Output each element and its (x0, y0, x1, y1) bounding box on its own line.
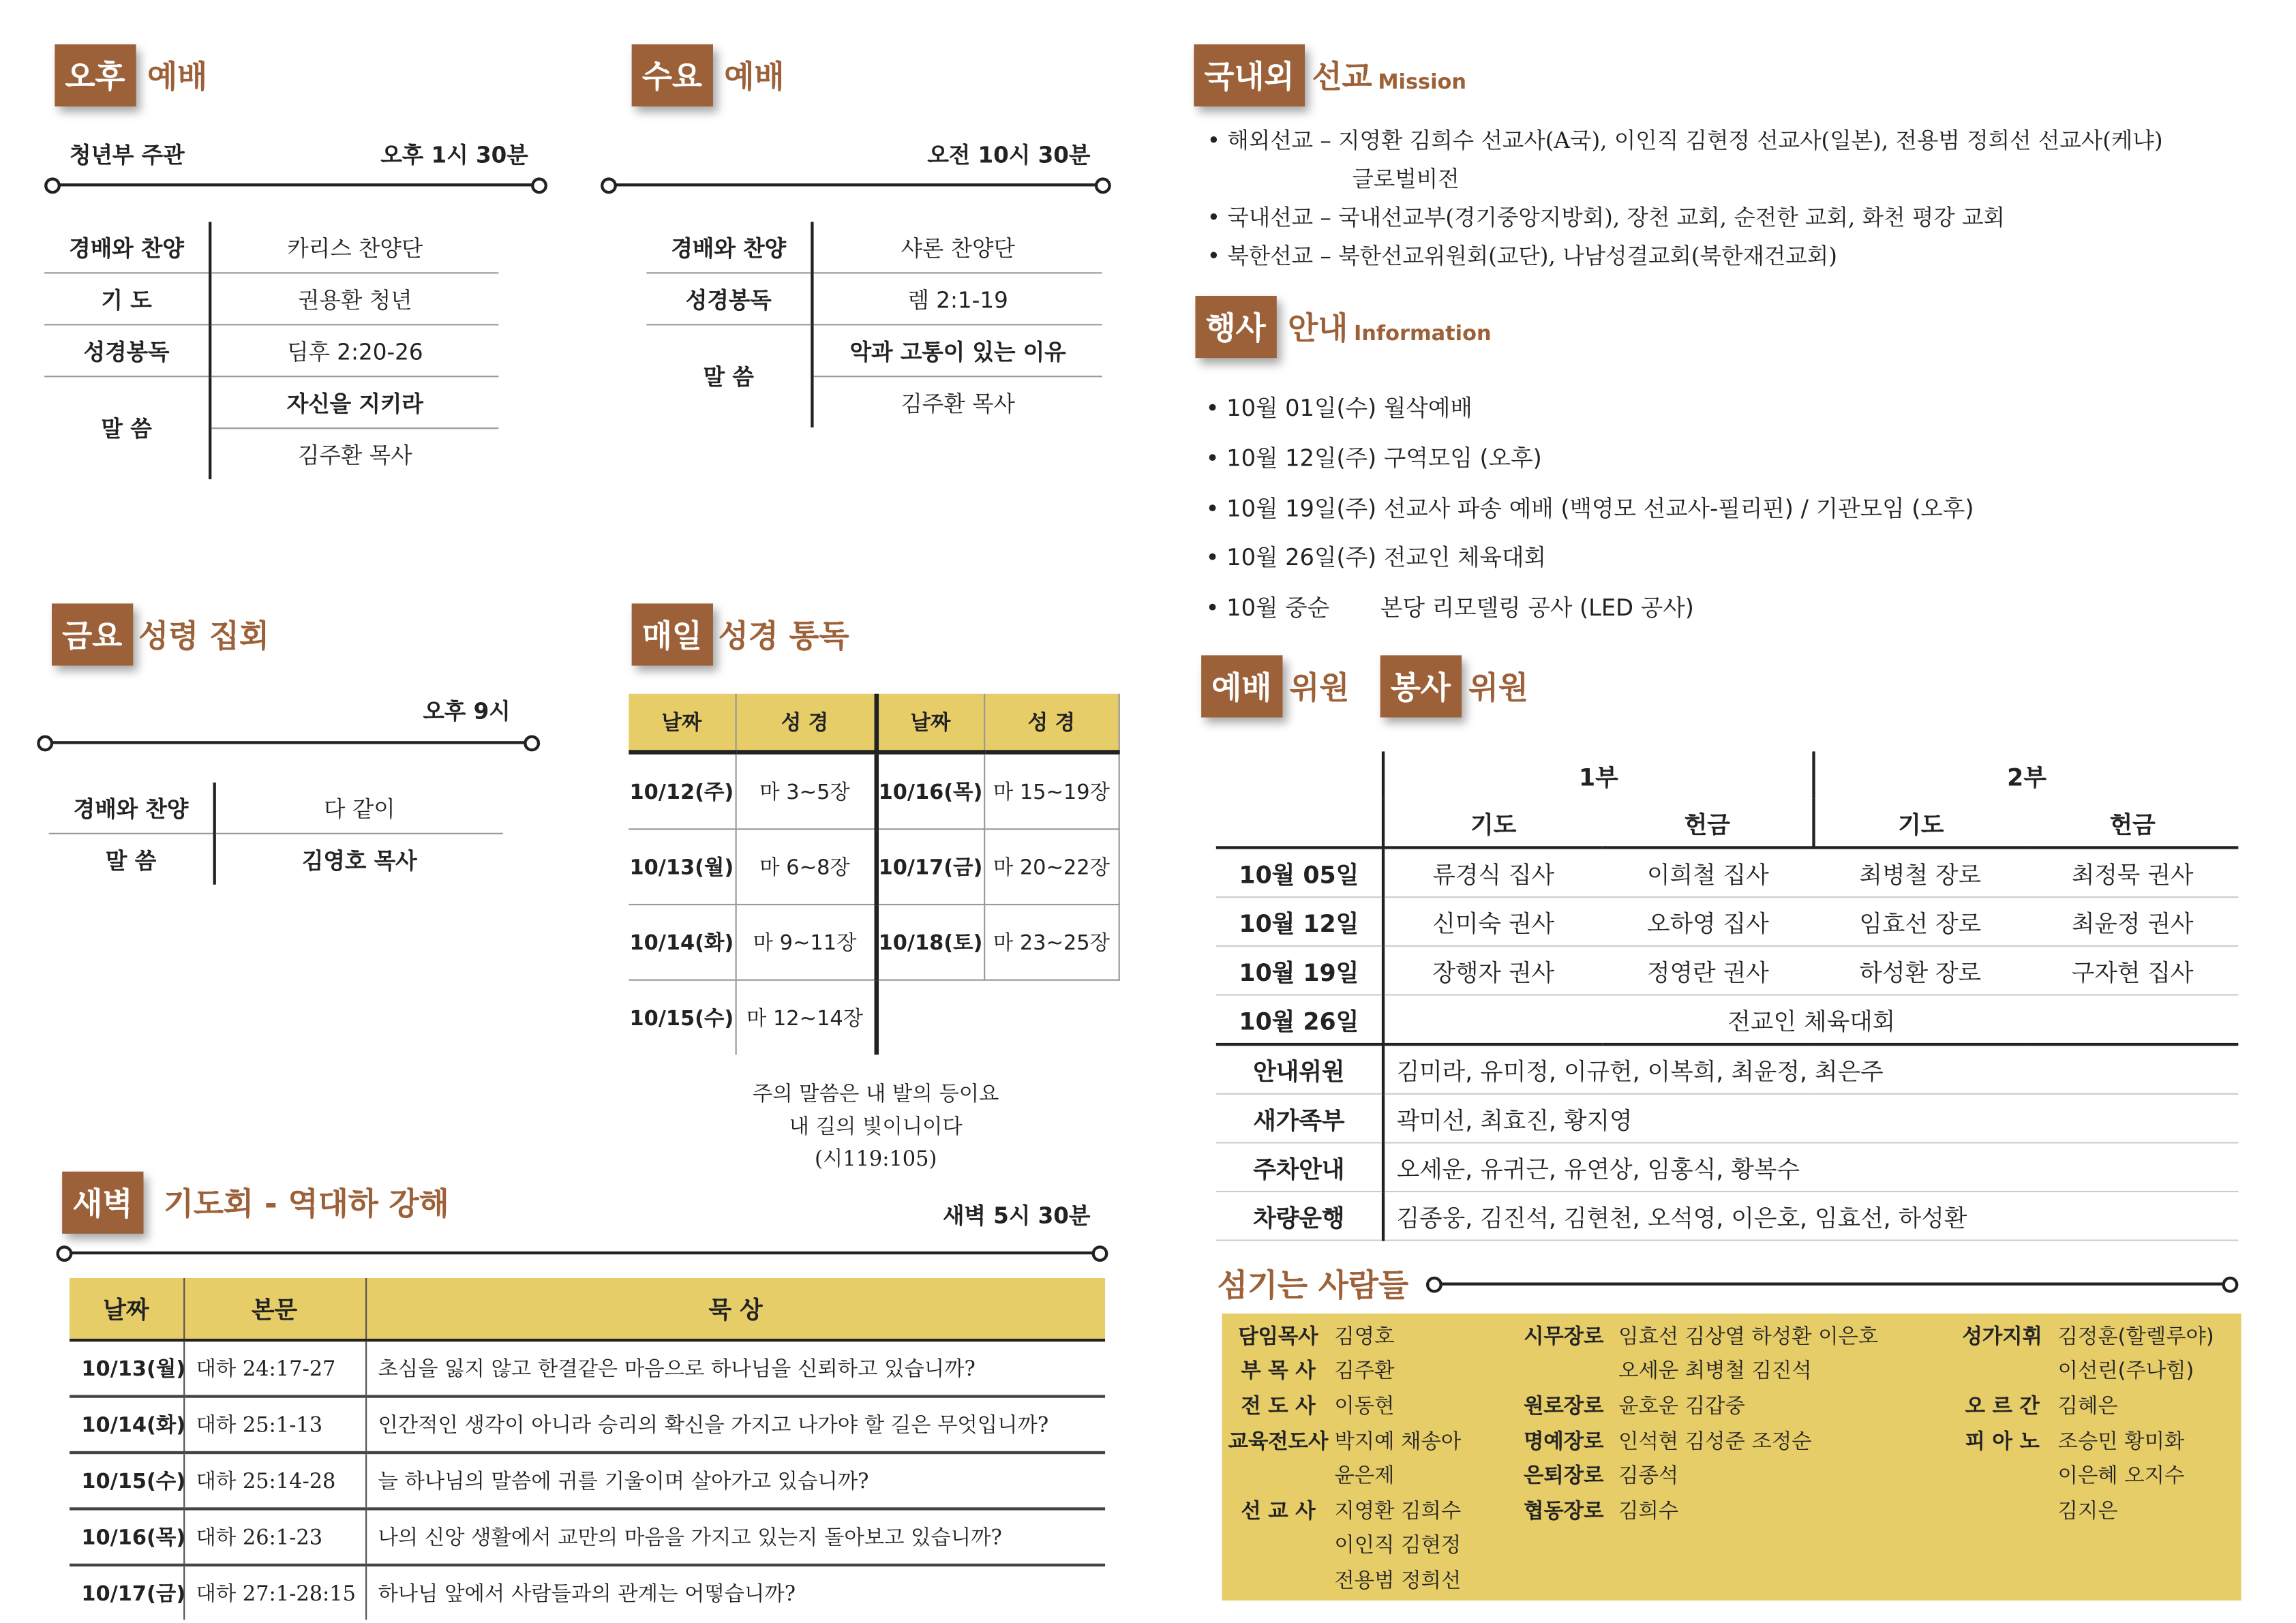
event-item: • 10월 26일(주) 전교인 체육대회 (1205, 544, 1547, 571)
header-badge: 봉사 (1380, 655, 1461, 717)
part-header: 2부 (2007, 762, 2046, 791)
afternoon-time: 오후 1시 30분 (380, 142, 528, 169)
scripture-passage: 대하 27:1-28:15 (183, 1565, 365, 1620)
staff-title: 섬기는 사람들 (1217, 1267, 1409, 1303)
staff-role: 부 목 사 (1241, 1360, 1316, 1384)
meditation-question: 인간적인 생각이 아니라 승리의 확신을 가지고 나가야 할 길은 무엇입니까? (365, 1397, 1105, 1453)
service-role: 주차안내 (1216, 1142, 1383, 1192)
table-row (1216, 995, 2239, 1044)
committee-date: 10월 26일 (1216, 995, 1383, 1044)
row-value: 다 같이 (215, 783, 503, 834)
row-label: 성경봉독 (44, 324, 210, 376)
reading-passage: 마 15~19장 (984, 752, 1119, 829)
table-header-row (629, 694, 1119, 753)
row-value: 김영호 목사 (302, 847, 417, 874)
mission-item: • 해외선교 – 지영환 김희수 선교사(A국), 이인직 김현정 선교사(일본), 전용범 정희선 선교사(케냐) (1207, 127, 2163, 154)
row-label: 경배와 찬양 (44, 222, 210, 273)
empty-corner (1216, 751, 1383, 798)
service-role: 새가족부 (1216, 1094, 1383, 1143)
row-label: 말 씀 (646, 324, 812, 427)
row-label: 말 씀 (49, 834, 215, 885)
mission-item: • 국내선교 – 국내선교부(경기중앙지방회), 장천 교회, 순전한 교회, 화천 평강 교회 (1207, 204, 2005, 231)
committee-member: 장행자 권사 (1383, 946, 1602, 995)
table-header-row (70, 1278, 1105, 1340)
committee-table (1216, 751, 2239, 1241)
event-item: • 10월 19일(주) 선교사 파송 예배 (백영모 선교사-필리핀) / 기관모임 (오후) (1205, 495, 1974, 523)
staff-role: 성가지휘 (1962, 1324, 2042, 1349)
header-badge: 금요 (52, 603, 132, 665)
staff-role: 전 도 사 (1241, 1395, 1316, 1419)
header-badge: 예배 (1201, 655, 1282, 717)
daily-reading-header (632, 603, 849, 665)
preacher: 김주환 목사 (901, 389, 1015, 416)
staff-names: 이동현 (1334, 1395, 1395, 1419)
events-header (1195, 296, 1491, 358)
preacher: 김주환 목사 (298, 441, 412, 468)
staff-role (1509, 1528, 1619, 1562)
row-value: 렘 2:1-19 (812, 273, 1102, 324)
table-row (1222, 1562, 2241, 1597)
row-value: 딤후 2:20-26 (210, 324, 498, 376)
reading-passage: 마 12~14장 (736, 980, 876, 1055)
column-header: 본문 (183, 1278, 365, 1340)
meditation-date: 10/15(수) (70, 1453, 183, 1508)
dawn-meditation-table (70, 1278, 1105, 1620)
staff-role: 시무장로 (1524, 1324, 1604, 1349)
staff-names: 김주환 (1334, 1360, 1395, 1384)
table-row (49, 783, 503, 834)
part-header-row (1216, 751, 2239, 798)
empty-corner (1216, 799, 1383, 848)
header-badge: 수요 (632, 44, 712, 106)
event-item: • 10월 01일(수) 월삭예배 (1205, 395, 1472, 422)
timeline-divider (53, 183, 539, 186)
table-row (1222, 1493, 2241, 1528)
wednesday-time: 오전 10시 30분 (927, 142, 1091, 169)
table-row (1222, 1318, 2241, 1353)
header-badge: 국내외 (1194, 44, 1304, 106)
column-header: 성 경 (736, 694, 876, 753)
friday-service-header (52, 603, 269, 665)
committee-date: 10월 05일 (1216, 847, 1383, 897)
table-row (1216, 1094, 2239, 1143)
afternoon-host: 청년부 주관 (69, 142, 185, 169)
table-row (646, 324, 1102, 376)
committee-member: 최윤정 권사 (2027, 897, 2238, 946)
timeline-divider (46, 741, 531, 744)
table-row (1222, 1388, 2241, 1423)
reading-passage: 마 20~22장 (984, 829, 1119, 905)
header-title: 기도회 - 역대하 강해 (163, 1186, 449, 1222)
scripture-passage: 대하 24:17-27 (183, 1340, 365, 1396)
staff-names: 전용범 정희선 (1334, 1569, 1462, 1594)
staff-names: 조승민 황미화 (2057, 1429, 2185, 1454)
reading-date: 10/13(월) (629, 829, 735, 905)
service-members: 곽미선, 최효진, 황지영 (1383, 1094, 2238, 1143)
row-label: 성경봉독 (646, 273, 812, 324)
table-row (629, 980, 1119, 1055)
staff-role: 협동장로 (1524, 1499, 1604, 1523)
table-row (629, 829, 1119, 905)
event-item: • 10월 중순 본당 리모델링 공사 (LED 공사) (1205, 594, 1694, 622)
reading-date: 10/15(수) (629, 980, 735, 1055)
staff-names: 김영호 (1334, 1324, 1395, 1349)
staff-role: 은퇴장로 (1524, 1464, 1604, 1489)
header-title: 예배 (147, 59, 208, 95)
column-header: 날짜 (876, 694, 984, 753)
staff-role (1222, 1562, 1335, 1597)
mission-header (1194, 44, 1466, 106)
subheader-row (1216, 799, 2239, 848)
committee-member: 하성환 장로 (1814, 946, 2027, 995)
meditation-question: 초심을 잃지 않고 한결같은 마음으로 하나님을 신뢰하고 있습니까? (365, 1340, 1105, 1396)
special-event: 전교인 체육대회 (1383, 995, 2238, 1044)
meditation-question: 나의 신앙 생활에서 교만의 마음을 가지고 있는지 돌아보고 있습니까? (365, 1509, 1105, 1565)
table-row (44, 222, 498, 273)
table-row (49, 834, 503, 885)
committee-member: 류경식 집사 (1383, 847, 1602, 897)
table-row (629, 752, 1119, 829)
header-badge: 매일 (632, 603, 712, 665)
service-role: 안내위원 (1216, 1044, 1383, 1094)
dawn-time: 새벽 5시 30분 (942, 1202, 1091, 1230)
header-title: 안내 (1288, 310, 1348, 346)
table-row (1216, 946, 2239, 995)
committee-member: 정영란 권사 (1602, 946, 1813, 995)
staff-names: 김정훈(할렐루야) (2057, 1324, 2214, 1349)
column-header: 성 경 (984, 694, 1119, 753)
table-row (1216, 897, 2239, 946)
column-header: 헌금 (1602, 799, 1813, 848)
row-value: 카리스 찬양단 (210, 222, 498, 273)
column-header: 날짜 (629, 694, 735, 753)
meditation-date: 10/14(화) (70, 1397, 183, 1453)
staff-role (1947, 1353, 2058, 1388)
reading-date: 10/12(주) (629, 752, 735, 829)
staff-role (1509, 1562, 1619, 1597)
staff-role: 담임목사 (1238, 1324, 1318, 1349)
committee-date: 10월 12일 (1216, 897, 1383, 946)
staff-names: 김지은 (2057, 1499, 2118, 1523)
reading-passage: 마 3~5장 (736, 752, 876, 829)
row-label: 경배와 찬양 (646, 222, 812, 273)
staff-role (1509, 1353, 1619, 1388)
scripture-passage: 대하 25:14-28 (183, 1453, 365, 1508)
row-label: 기 도 (44, 273, 210, 324)
meditation-date: 10/13(월) (70, 1340, 183, 1396)
part-header: 1부 (1383, 751, 1813, 798)
header-badge: 오후 (55, 44, 135, 106)
sermon-title: 자신을 지키라 (210, 376, 498, 428)
row-label: 경배와 찬양 (49, 783, 215, 834)
table-row (1222, 1528, 2241, 1562)
column-header: 날짜 (70, 1278, 183, 1340)
table-row (646, 273, 1102, 324)
committee-member: 오하영 집사 (1602, 897, 1813, 946)
table-row (1216, 1192, 2239, 1241)
staff-names: 이선린(주나힘) (2057, 1360, 2194, 1384)
header-subtitle: Mission (1378, 71, 1467, 95)
reading-passage: 마 6~8장 (736, 829, 876, 905)
staff-role (1947, 1528, 2058, 1562)
committee-member: 최병철 장로 (1814, 847, 2027, 897)
table-row (1216, 1044, 2239, 1094)
committee-member: 최정묵 권사 (2027, 847, 2238, 897)
reading-passage (984, 980, 1119, 1055)
header-title: 예배 (724, 59, 785, 95)
staff-role (1947, 1457, 2058, 1492)
staff-role: 피 아 노 (1965, 1429, 2040, 1454)
staff-role (1947, 1493, 2058, 1528)
header-title: 위원 (1289, 670, 1350, 706)
column-header: 묵 상 (365, 1278, 1105, 1340)
column-header: 헌금 (2027, 799, 2238, 848)
staff-names: 이인직 김현정 (1334, 1534, 1462, 1558)
mission-item: • 북한선교 – 북한선교위원회(교단), 나남성결교회(북한재건교회) (1207, 242, 1837, 269)
header-badge: 행사 (1195, 296, 1275, 358)
reading-passage: 마 9~11장 (736, 905, 876, 980)
header-title: 위원 (1468, 670, 1529, 706)
service-role: 차량운행 (1216, 1192, 1383, 1241)
table-row (70, 1340, 1105, 1396)
reading-passage: 마 23~25장 (984, 905, 1119, 980)
row-value: 샤론 찬양단 (812, 222, 1102, 273)
committee-date: 10월 19일 (1216, 946, 1383, 995)
reading-date: 10/17(금) (876, 829, 984, 905)
header-title: 성경 통독 (718, 618, 849, 654)
staff-names: 인석현 김성준 조정순 (1618, 1429, 1812, 1454)
verse-reference: (시119:105) (815, 1147, 937, 1172)
event-item: • 10월 12일(주) 구역모임 (오후) (1205, 445, 1542, 472)
timeline-divider (1435, 1282, 2229, 1285)
meditation-question: 늘 하나님의 말씀에 귀를 기울이며 살아가고 있습니까? (365, 1453, 1105, 1508)
header-title: 선교 (1312, 59, 1372, 95)
staff-names (2058, 1528, 2241, 1562)
scripture-passage: 대하 25:1-13 (183, 1397, 365, 1453)
staff-names: 오세운 최병철 김진석 (1618, 1360, 1812, 1384)
staff-names: 지영환 김희수 (1334, 1499, 1462, 1523)
friday-order-table (49, 783, 503, 885)
table-row (1216, 847, 2239, 897)
staff-role: 오 르 간 (1965, 1395, 2040, 1419)
column-header: 기도 (1814, 799, 2027, 848)
table-row (70, 1453, 1105, 1508)
table-row (70, 1509, 1105, 1565)
meditation-question: 하나님 앞에서 사람들과의 관계는 어떻습니까? (378, 1583, 796, 1607)
verse-line: 주의 말씀은 내 발의 등이요 (752, 1082, 999, 1107)
dawn-prayer-header (62, 1172, 449, 1234)
column-header: 기도 (1383, 799, 1602, 848)
staff-role (1222, 1457, 1335, 1492)
staff-names (1618, 1528, 1947, 1562)
staff-names: 임효선 김상열 하성환 이은호 (1618, 1324, 1879, 1349)
mission-item-continued: 글로벌비전 (1352, 166, 1460, 193)
bible-verse (695, 1078, 1057, 1176)
table-row (1222, 1457, 2241, 1492)
service-committee-header (1380, 655, 1528, 717)
staff-role: 원로장로 (1524, 1395, 1604, 1419)
staff-names: 윤은제 (1334, 1464, 1395, 1489)
staff-names (1618, 1562, 1947, 1597)
table-row (629, 905, 1119, 980)
row-value: 권용환 청년 (210, 273, 498, 324)
scripture-passage: 대하 26:1-23 (183, 1509, 365, 1565)
staff-role (1222, 1528, 1335, 1562)
staff-names: 이은혜 오지수 (2057, 1464, 2185, 1489)
meditation-date: 10/16(목) (70, 1509, 183, 1565)
header-title: 성령 집회 (138, 618, 270, 654)
sermon-title: 악과 고통이 있는 이유 (812, 324, 1102, 376)
staff-table (1222, 1318, 2241, 1598)
reading-date (876, 980, 984, 1055)
table-row (70, 1565, 1105, 1620)
staff-names: 윤호운 김갑중 (1618, 1395, 1745, 1419)
committee-member: 임효선 장로 (1814, 897, 2027, 946)
committee-member: 신미숙 권사 (1383, 897, 1602, 946)
table-row (1222, 1423, 2241, 1457)
table-row (44, 376, 498, 428)
meditation-date: 10/17(금) (70, 1565, 183, 1620)
staff-role: 교육전도사 (1228, 1429, 1329, 1454)
afternoon-service-header (55, 44, 207, 106)
worship-committee-header (1201, 655, 1349, 717)
header-subtitle: Information (1353, 322, 1492, 346)
staff-names (2058, 1562, 2241, 1597)
afternoon-order-table (44, 222, 498, 480)
reading-date: 10/14(화) (629, 905, 735, 980)
staff-names: 김종석 (1618, 1464, 1679, 1489)
table-row (70, 1397, 1105, 1453)
row-label: 말 씀 (44, 376, 210, 479)
table-row (1222, 1353, 2241, 1388)
daily-reading-table (629, 694, 1119, 1055)
verse-line: 내 길의 빛이니이다 (789, 1115, 963, 1139)
staff-role (1947, 1562, 2058, 1597)
service-members: 김종웅, 김진석, 김현천, 오석영, 이은호, 임효선, 하성환 (1383, 1192, 2238, 1241)
wednesday-order-table (646, 222, 1102, 428)
table-row (44, 273, 498, 324)
timeline-divider (609, 183, 1102, 186)
friday-time: 오후 9시 (423, 698, 511, 725)
header-badge: 새벽 (62, 1172, 142, 1234)
table-row (646, 222, 1102, 273)
committee-member: 구자현 집사 (2027, 946, 2238, 995)
service-members: 김미라, 유미정, 이규헌, 이복희, 최윤정, 최은주 (1383, 1044, 2238, 1094)
staff-role: 명예장로 (1524, 1429, 1604, 1454)
staff-names: 김희수 (1618, 1499, 1679, 1523)
staff-role: 선 교 사 (1241, 1499, 1316, 1523)
reading-date: 10/16(목) (876, 752, 984, 829)
table-row (1216, 1142, 2239, 1192)
table-row (44, 324, 498, 376)
staff-names: 김혜은 (2057, 1395, 2118, 1419)
timeline-divider (65, 1252, 1099, 1254)
reading-date: 10/18(토) (876, 905, 984, 980)
service-members: 오세운, 유귀근, 유연상, 임홍식, 황복수 (1383, 1142, 2238, 1192)
committee-member: 이희철 집사 (1602, 847, 1813, 897)
staff-names: 박지예 채송아 (1334, 1429, 1462, 1454)
wednesday-service-header (632, 44, 785, 106)
